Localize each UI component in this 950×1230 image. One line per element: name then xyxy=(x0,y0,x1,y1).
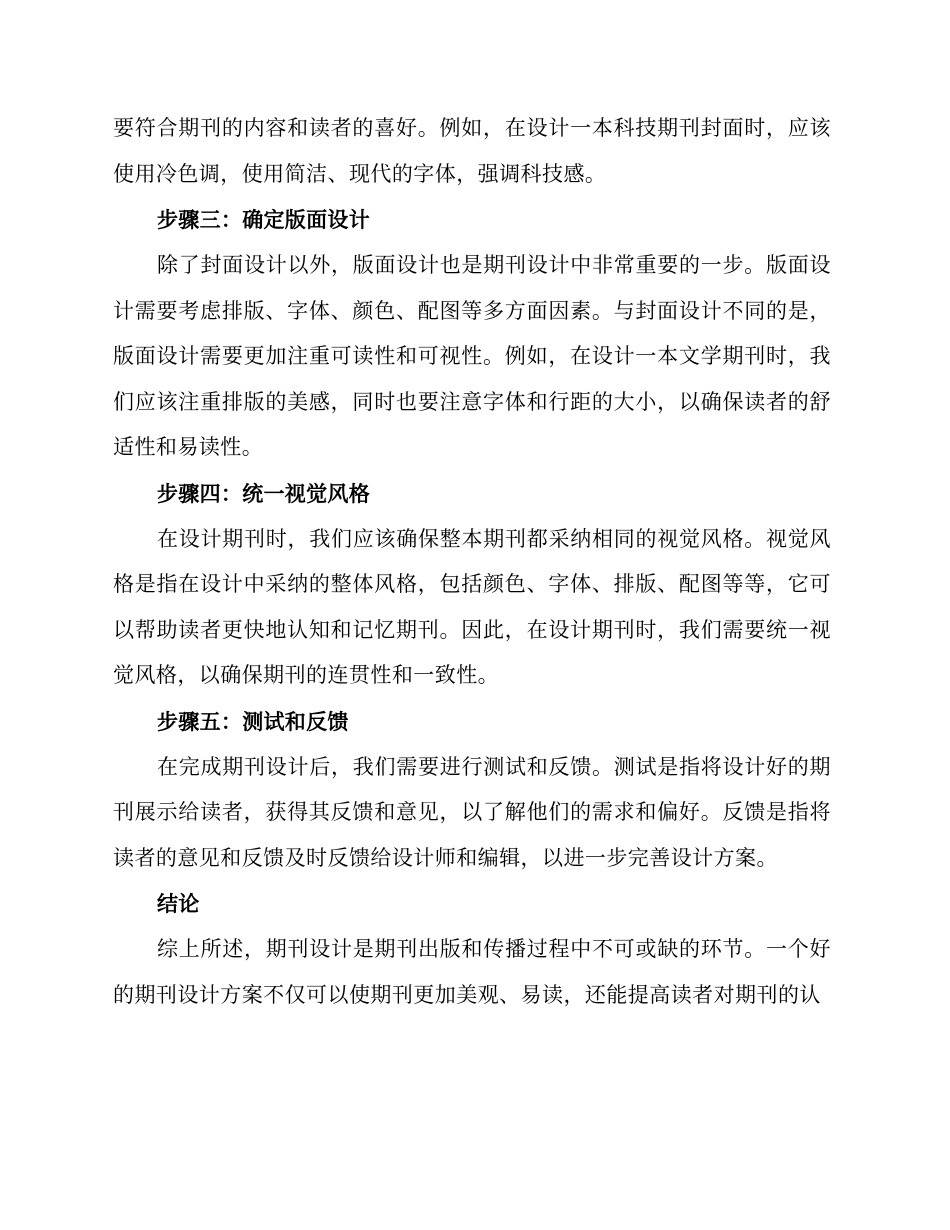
paragraph-conclusion: 综上所述，期刊设计是期刊出版和传播过程中不可或缺的环节。一个好的期刊设计方案不仅可以使期刊更加美观、易读，还能提高读者对期刊的认 xyxy=(113,937,831,1007)
section-heading-step-five: 步骤五：测试和反馈 xyxy=(157,709,349,734)
section-heading-step-four: 步骤四：统一视觉风格 xyxy=(157,481,370,506)
section-heading-conclusion: 结论 xyxy=(157,892,200,916)
section-heading-step-three: 步骤三：确定版面设计 xyxy=(157,208,370,232)
paragraph-step-four: 在设计期刊时，我们应该确保整本期刊都采纳相同的视觉风格。视觉风格是指在设计中采纳的整体风格，包括颜色、字体、排版、配图等等，它可以帮助读者更快地认知和记忆期刊。因此，在设计期刊时，我们需要统一视觉风格，以确保期刊的连贯性和一致性。 xyxy=(113,526,831,687)
document-body xyxy=(113,106,831,1018)
paragraph-step-three: 除了封面设计以外，版面设计也是期刊设计中非常重要的一步。版面设计需要考虑排版、字体、颜色、配图等多方面因素。与封面设计不同的是，版面设计需要更加注重可读性和可视性。例如，在设计一本文学期刊时，我们应该注重排版的美感，同时也要注意字体和行距的大小，以确保读者的舒适性和易读性。 xyxy=(113,253,831,459)
paragraph-continued: 要符合期刊的内容和读者的喜好。例如，在设计一本科技期刊封面时，应该使用冷色调，使用简洁、现代的字体，强调科技感。 xyxy=(113,116,831,186)
paragraph-step-five: 在完成期刊设计后，我们需要进行测试和反馈。测试是指将设计好的期刊展示给读者，获得其反馈和意见，以了解他们的需求和偏好。反馈是指将读者的意见和反馈及时反馈给设计师和编辑，以进一步完善设计方案。 xyxy=(113,754,831,870)
